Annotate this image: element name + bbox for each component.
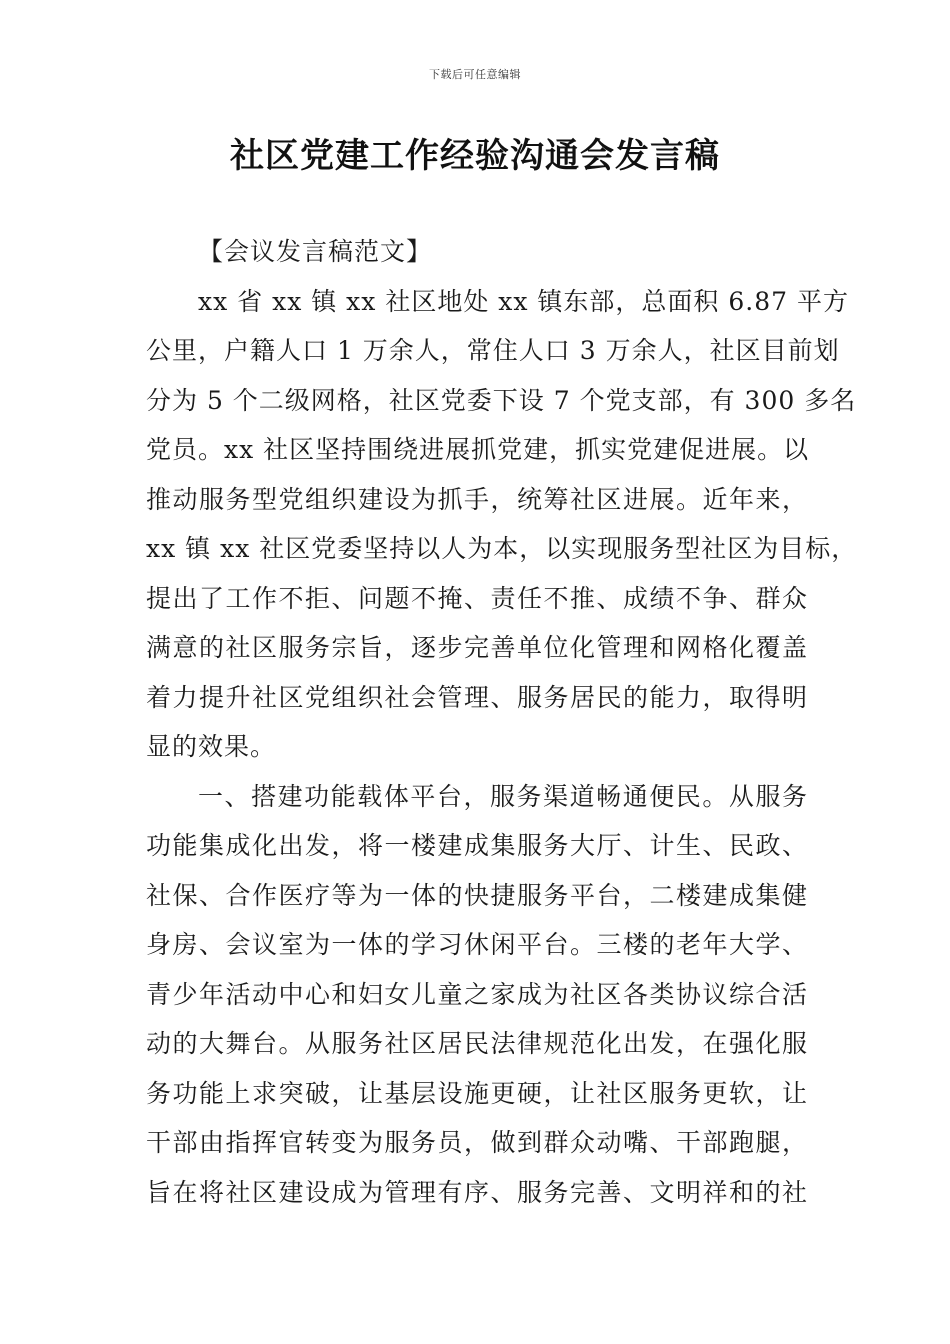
paragraph-line: 公里，户籍人口 1 万余人，常住人口 3 万余人，社区目前划 xyxy=(146,336,840,365)
paragraph-line: 社保、合作医疗等为一体的快捷服务平台，二楼建成集健 xyxy=(146,880,808,910)
header-note: 下载后可任意编辑 xyxy=(429,68,521,81)
paragraph-line: 务功能上求突破，让基层设施更硬，让社区服务更软，让 xyxy=(146,1078,808,1108)
paragraph-line: 旨在将社区建设成为管理有序、服务完善、文明祥和的社 xyxy=(146,1177,808,1207)
paragraph-line: 干部由指挥官转变为服务员，做到群众动嘴、干部跑腿， xyxy=(146,1128,808,1157)
paragraph-line: 分为 5 个二级网格，社区党委下设 7 个党支部，有 300 多名 xyxy=(146,385,857,415)
paragraph-line: 一、搭建功能载体平台，服务渠道畅通便民。从服务 xyxy=(198,781,808,811)
paragraph-line: 党员。xx 社区坚持围绕进展抓党建，抓实党建促进展。以 xyxy=(146,435,810,464)
paragraph-line: xx 省 xx 镇 xx 社区地处 xx 镇东部，总面积 6.87 平方 xyxy=(198,286,849,316)
paragraph-line: 满意的社区服务宗旨，逐步完善单位化管理和网格化覆盖 xyxy=(146,633,808,662)
paragraph-line: 功能集成化出发，将一楼建成集服务大厅、计生、民政、 xyxy=(146,831,808,860)
paragraph-line: 动的大舞台。从服务社区居民法律规范化出发，在强化服 xyxy=(146,1029,808,1058)
paragraph-line: 身房、会议室为一体的学习休闲平台。三楼的老年大学、 xyxy=(146,930,808,959)
paragraph-line: xx 镇 xx 社区党委坚持以人为本，以实现服务型社区为目标， xyxy=(146,534,858,563)
paragraph-line: 显的效果。 xyxy=(146,732,277,761)
paragraph-line: 青少年活动中心和妇女儿童之家成为社区各类协议综合活 xyxy=(146,979,808,1009)
section-label: 【会议发言稿范文】 xyxy=(198,237,433,266)
paragraph-line: 着力提升社区党组织社会管理、服务居民的能力，取得明 xyxy=(146,682,808,712)
paragraph-line: 推动服务型党组织建设为抓手，统筹社区进展。近年来， xyxy=(146,484,808,514)
paragraph-1 xyxy=(146,277,858,772)
document-body xyxy=(146,227,858,1217)
paragraph-2 xyxy=(146,772,808,1218)
document-title: 社区党建工作经验沟通会发言稿 xyxy=(230,136,720,176)
paragraph-line: 提出了工作不拒、问题不掩、责任不推、成绩不争、群众 xyxy=(146,583,808,613)
